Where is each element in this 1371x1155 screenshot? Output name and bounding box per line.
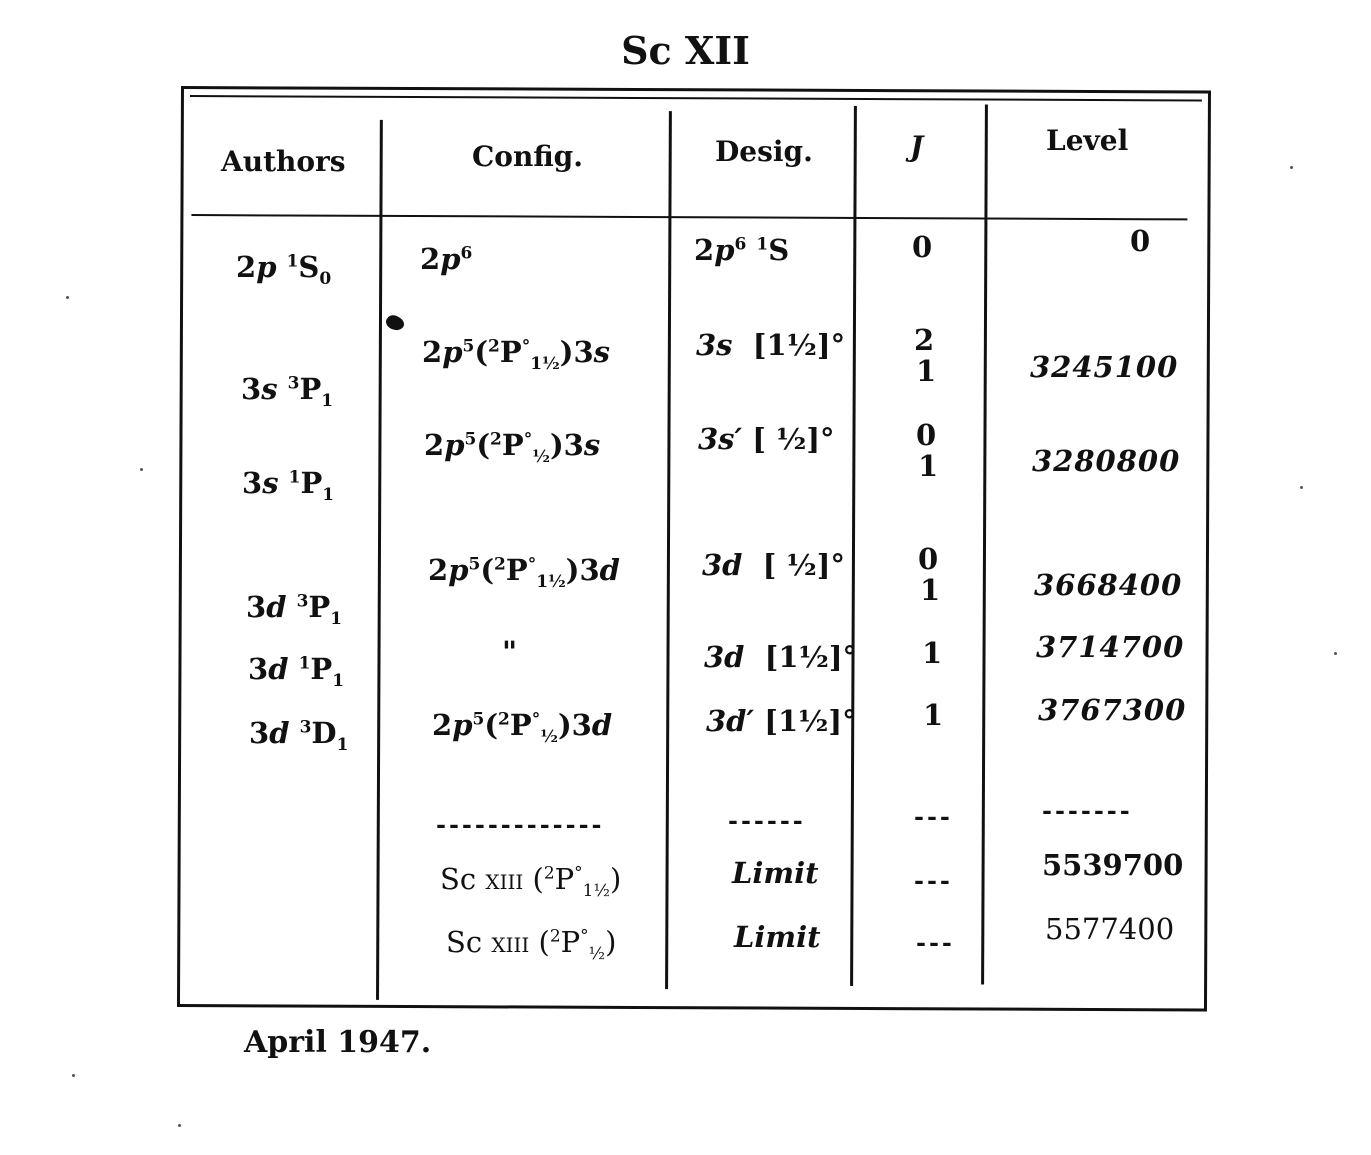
j-2a: 0 (916, 418, 937, 452)
scan-speck (66, 296, 69, 299)
level-0: 0 (1130, 224, 1151, 258)
limit-j-0: --- (914, 866, 953, 895)
separator-config: ------------- (436, 810, 605, 839)
title-element: Sc (621, 28, 672, 73)
config-1: $2p^5(^2P^\circ_{1\frac{1}{2}})3s$ (422, 335, 610, 374)
header-desig: Desig. (715, 135, 813, 168)
j-2b: 1 (918, 449, 939, 483)
header-level: Level (1046, 124, 1129, 157)
separator-level: ------- (1042, 796, 1133, 825)
col-divider-2 (665, 111, 672, 989)
limit-level-0: 5539700 (1042, 848, 1184, 882)
level-3: 3668400 (1034, 568, 1183, 602)
scan-speck (1334, 652, 1337, 655)
j-1b: 1 (916, 354, 937, 388)
scan-speck (178, 1124, 181, 1127)
limit-level-1: 5577400 (1045, 912, 1175, 946)
j-3b: 1 (920, 573, 941, 607)
title-spectrum: XII (684, 28, 750, 73)
level-1: 3245100 (1030, 350, 1179, 384)
level-5: 3767300 (1038, 693, 1187, 727)
desig-2: 3s′ [ ½]° (698, 422, 835, 456)
separator-j: --- (914, 802, 953, 831)
limit-j-1: --- (916, 928, 955, 957)
config-5: $2p^5(^2P^\circ_{\frac{1}{2}})3d$ (432, 708, 613, 747)
col-divider-4 (981, 105, 988, 985)
header-j: J (910, 130, 924, 163)
scan-speck (140, 468, 143, 471)
scan-speck (1300, 486, 1303, 489)
limit-config-1: Sc xiii $(^2P^\circ_{\frac{1}{2}})$ (446, 925, 617, 964)
header-rule (191, 214, 1187, 220)
separator-desig: ------ (728, 806, 806, 835)
config-0: $2p^6$ (420, 242, 473, 276)
header-config: Config. (472, 140, 584, 173)
header-authors: Authors (221, 145, 346, 178)
config-ditto: " (502, 635, 518, 669)
scan-speck (1290, 166, 1293, 169)
j-3a: 0 (918, 542, 939, 576)
desig-0: $2p^6$ $^1$S (694, 233, 790, 267)
config-2: $2p^5(^2P^\circ_{\frac{1}{2}})3s$ (424, 428, 601, 467)
author-term-4: 3d $^1P_1$ (248, 652, 345, 691)
desig-5: 3d′ [1½]° (706, 704, 857, 738)
author-term-0: 2p $^1S_0$ (236, 250, 332, 289)
j-5: 1 (923, 698, 944, 732)
desig-1: 3s [1½]° (696, 328, 846, 362)
top-double-rule (190, 95, 1202, 101)
config-3: $2p^5(^2P^\circ_{1\frac{1}{2}})3d$ (428, 553, 620, 592)
page-title (0, 28, 1371, 73)
j-0: 0 (912, 230, 933, 264)
level-4: 3714700 (1036, 630, 1185, 664)
col-divider-1 (376, 120, 383, 1000)
col-divider-3 (850, 106, 857, 986)
limit-desig-1: Limit (734, 920, 821, 954)
desig-3: 3d [ ½]° (702, 548, 845, 582)
limit-desig-0: Limit (732, 856, 819, 890)
desig-4: 3d [1½]° (704, 640, 858, 674)
j-1a: 2 (914, 323, 935, 357)
author-term-1: 3s $^3P_1$ (241, 372, 334, 411)
level-2: 3280800 (1032, 444, 1181, 478)
footer-date: April 1947. (244, 1025, 432, 1060)
limit-config-0: Sc xiii $(^2P^\circ_{1\frac{1}{2}})$ (440, 862, 622, 901)
author-term-2: 3s $^1P_1$ (242, 466, 335, 505)
scan-speck (72, 1074, 75, 1077)
j-4: 1 (922, 636, 943, 670)
author-term-3: 3d $^3P_1$ (246, 590, 343, 629)
author-term-5: 3d $^3D_1$ (249, 716, 349, 755)
